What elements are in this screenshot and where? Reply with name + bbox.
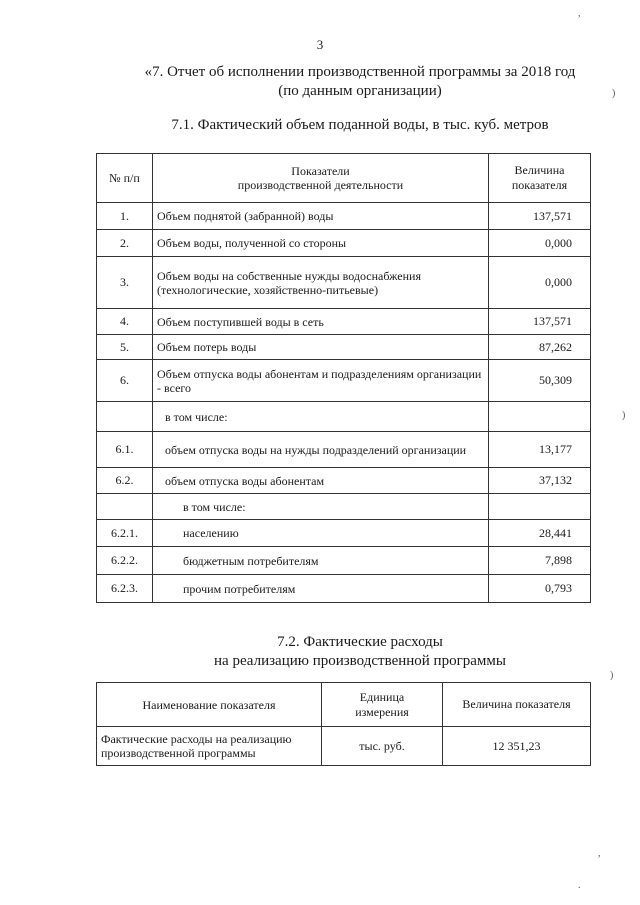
header-unit [322, 683, 443, 727]
row-value: 87,262 [489, 335, 591, 360]
row-num: 6.2.2. [97, 547, 153, 575]
scan-mark: . [578, 880, 581, 891]
row-value: 13,177 [489, 432, 591, 468]
table-row [97, 230, 591, 257]
row-num: 1. [97, 203, 153, 230]
table-header-row [97, 154, 591, 203]
table-row [97, 402, 591, 432]
row-name: Объем поступившей воды в сеть [153, 309, 489, 335]
table-row [97, 494, 591, 520]
scan-mark: , [578, 8, 581, 19]
row-num: 3. [97, 257, 153, 309]
row-value: 50,309 [489, 360, 591, 402]
table-row [97, 468, 591, 494]
table-row [97, 203, 591, 230]
row-name: объем отпуска воды абонентам [153, 468, 489, 494]
row-value [489, 402, 591, 432]
row-name: Объем потерь воды [153, 335, 489, 360]
header-value: Величина показателя [443, 683, 591, 727]
header-indicator-line1: Показатели [291, 164, 350, 178]
row-num: 4. [97, 309, 153, 335]
table-row [97, 309, 591, 335]
row-name: прочим потребителям [153, 575, 489, 603]
table-row [97, 575, 591, 603]
table-row [97, 727, 591, 766]
row-name: Фактические расходы на реализацию производственной программы [97, 727, 322, 766]
report-title [120, 63, 600, 101]
header-name: Наименование показателя [97, 683, 322, 727]
row-num: 6.2.1. [97, 520, 153, 547]
row-value: 137,571 [489, 203, 591, 230]
row-value: 0,793 [489, 575, 591, 603]
scan-mark: , [598, 848, 601, 859]
row-value: 7,898 [489, 547, 591, 575]
row-value: 37,132 [489, 468, 591, 494]
row-name: населению [153, 520, 489, 547]
row-value: 137,571 [489, 309, 591, 335]
row-name: объем отпуска воды на нужды подразделений организации [153, 432, 489, 468]
row-name: Объем поднятой (забранной) воды [153, 203, 489, 230]
row-num: 6. [97, 360, 153, 402]
report-subtitle: (по данным организации) [278, 83, 442, 99]
header-value: Величина показателя [489, 154, 591, 203]
row-value: 0,000 [489, 257, 591, 309]
row-value: 0,000 [489, 230, 591, 257]
water-volume-table [96, 153, 591, 603]
row-name: бюджетным потребителям [153, 547, 489, 575]
table-row [97, 257, 591, 309]
table-row [97, 335, 591, 360]
table-row [97, 360, 591, 402]
row-name: в том числе: [153, 494, 489, 520]
row-name: Объем воды, полученной со стороны [153, 230, 489, 257]
row-value: 28,441 [489, 520, 591, 547]
row-name: Объем отпуска воды абонентам и подразделениям организации - всего [153, 360, 489, 402]
row-num [97, 494, 153, 520]
section-72-title-line2: на реализацию производственной программы [214, 653, 506, 669]
row-value [489, 494, 591, 520]
row-num: 6.2.3. [97, 575, 153, 603]
header-indicator-line2: производственной деятельности [237, 178, 404, 192]
table-row [97, 520, 591, 547]
row-num: 2. [97, 230, 153, 257]
section-72-title [100, 633, 620, 671]
row-num: 6.2. [97, 468, 153, 494]
table-row [97, 432, 591, 468]
row-name: в том числе: [153, 402, 489, 432]
row-num: 5. [97, 335, 153, 360]
row-unit: тыс. руб. [322, 727, 443, 766]
table-row [97, 547, 591, 575]
scan-mark: ) [610, 670, 614, 681]
table-header-row [97, 683, 591, 727]
report-title-line: «7. Отчет об исполнении производственной программы за 2018 год [144, 64, 576, 80]
header-unit-line1: Единица [359, 689, 405, 704]
section-71-title: 7.1. Фактический объем поданной воды, в тыс. куб. метров [171, 117, 549, 133]
scan-mark: ) [612, 88, 616, 99]
row-num: 6.1. [97, 432, 153, 468]
cost-table [96, 682, 591, 766]
header-indicator [153, 154, 489, 203]
header-unit-line2: измерения [355, 704, 409, 719]
row-name: Объем воды на собственные нужды водоснабжения (технологические, хозяйственно-питьевые) [153, 257, 489, 309]
scan-mark: ) [622, 410, 626, 421]
row-num [97, 402, 153, 432]
header-num: № п/п [97, 154, 153, 203]
page-number: 3 [316, 37, 324, 52]
section-72-title-line1: 7.2. Фактические расходы [277, 634, 443, 650]
row-value: 12 351,23 [443, 727, 591, 766]
